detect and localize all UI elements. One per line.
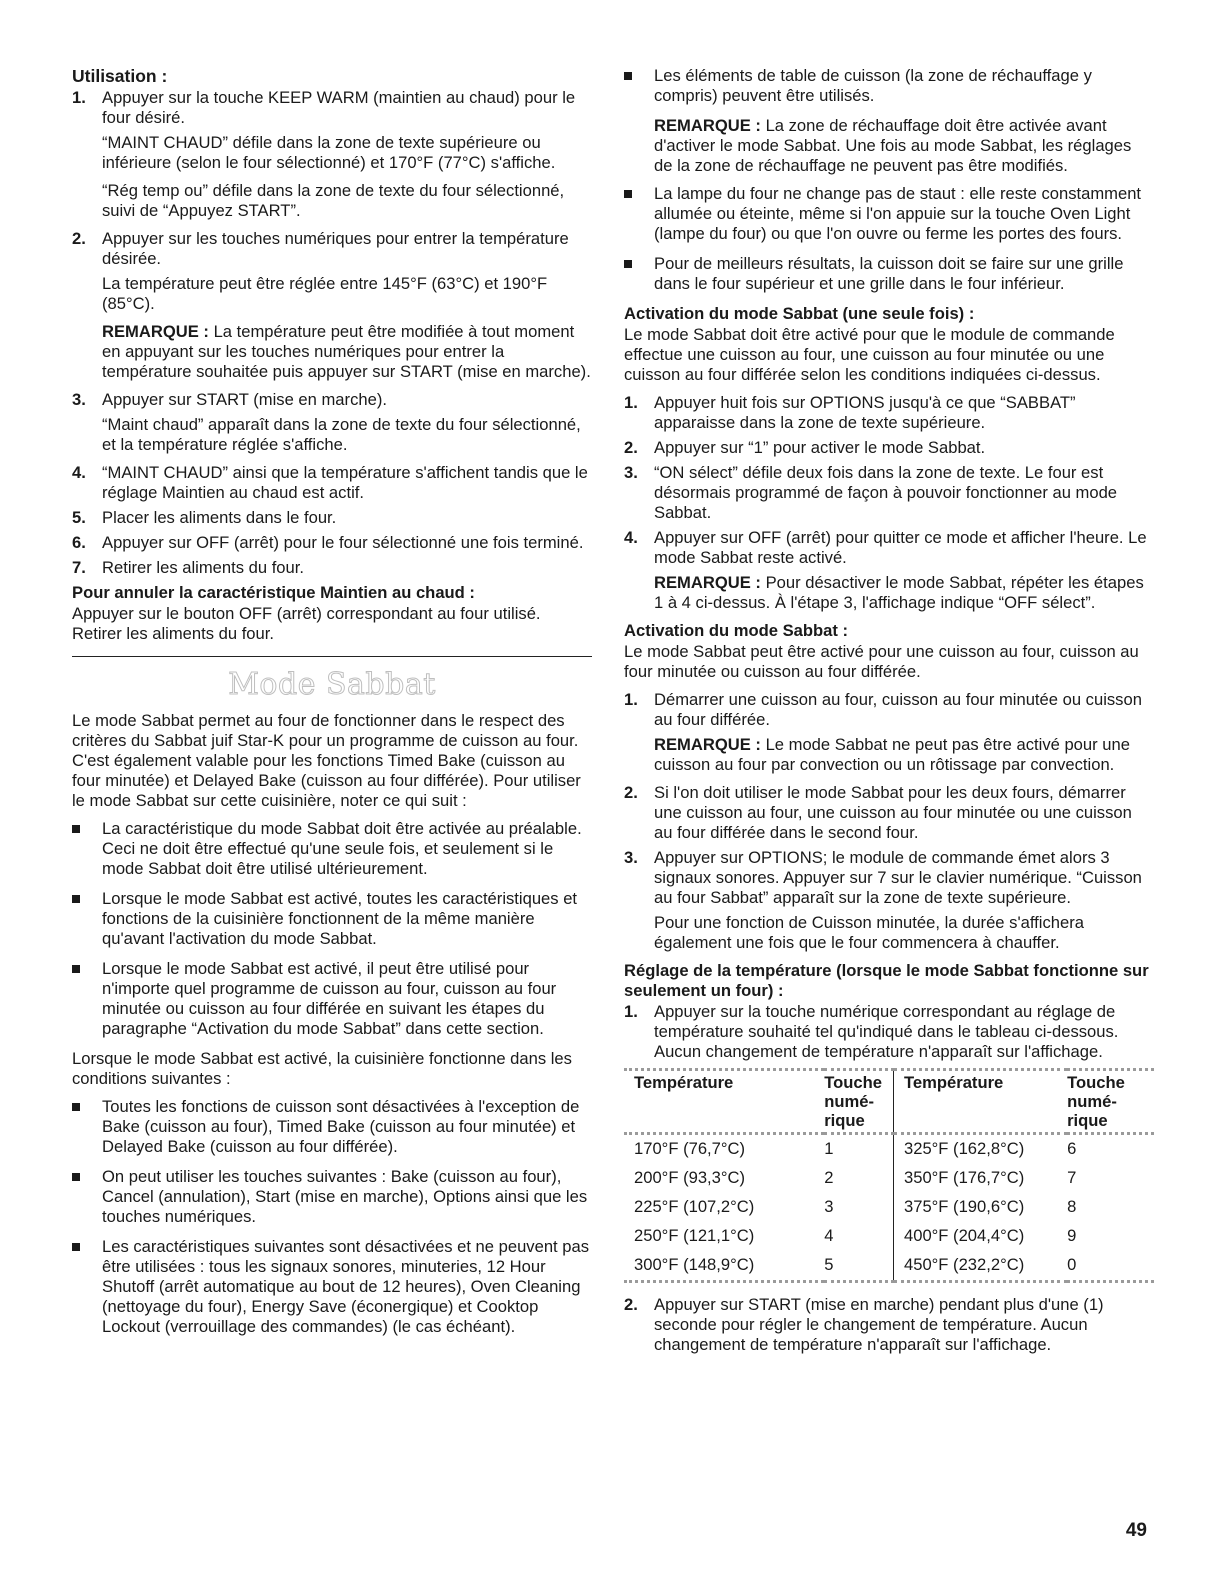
list-item: 6. Appuyer sur OFF (arrêt) pour le four sélectionné une fois terminé. bbox=[72, 533, 584, 552]
activation-heading: Activation du mode Sabbat : bbox=[624, 621, 849, 640]
list-item: 1. Appuyer sur la touche KEEP WARM (maintien au chaud) pour le four désiré. bbox=[72, 88, 576, 127]
list-item: 2. Si l'on doit utiliser le mode Sabbat pour les deux fours, démarrer une cuisson au four, une cuisson au four minutée ou une cuisson au four différée dans le second four. bbox=[624, 783, 1132, 842]
list-item: 1. Appuyer sur la touche numérique correspondant au réglage de température souhaité tel qu'indiqué dans le tableau ci-dessous. Aucun changement de température n'apparaît sur l'affichage. bbox=[624, 1002, 1119, 1061]
list-item: 3. Appuyer sur OPTIONS; le module de commande émet alors 3 signaux sonores. Appuyer sur 7 sur le clavier numérique. “Cuisson au four Sabbat” apparaît sur la zone de texte supérieure. bbox=[624, 848, 1142, 907]
list-item: 1. Démarrer une cuisson au four, cuisson au four minutée ou cuisson au four différée. bbox=[624, 690, 1142, 729]
paragraph: Le mode Sabbat permet au four de fonctionner dans le respect des critères du Sabbat juif Star-K pour un programme de cuisson au four. C'est également valable pour les fonctions Timed Bake (cuisson au four minutée) et Delayed Bake (cuisson au four différée). Pour utiliser le mode Sabbat sur cette cuisinière, noter ce qui suit : bbox=[72, 711, 581, 810]
paragraph: “Rég temp ou” défile dans la zone de texte du four sélectionné, suivi de “Appuyez START”. bbox=[102, 181, 565, 220]
utilisation-heading: Utilisation : bbox=[72, 66, 168, 86]
table-header: Température bbox=[624, 1070, 824, 1134]
list-item: Les éléments de table de cuisson (la zone de réchauffage y compris) peuvent être utilisés. bbox=[624, 66, 1154, 106]
list-item: 2. Appuyer sur les touches numériques pour entrer la température désirée. bbox=[72, 229, 569, 268]
table-header: Température bbox=[893, 1070, 1067, 1134]
right-column bbox=[624, 66, 1154, 1360]
table-row: 250°F (121,1°C) 4 400°F (204,4°C) 9 bbox=[624, 1222, 1154, 1251]
list-item: Lorsque le mode Sabbat est activé, toutes les caractéristiques et fonctions de la cuisinière fonctionnent de la même manière qu'avant l'activation du mode Sabbat. bbox=[72, 889, 592, 949]
list-item: 1. Appuyer huit fois sur OPTIONS jusqu'à ce que “SABBAT” apparaisse dans la zone de texte supérieure. bbox=[624, 393, 1076, 432]
list-item: Les caractéristiques suivantes sont désactivées et ne peuvent pas être utilisées : tous les signaux sonores, minuteries, 12 Hour Shutoff (arrêt automatique au bout de 12 heures), Oven Cleaning (nettoyage du four), Energy Save (éconergique) et Cooktop Lockout (verrouillage des commandes) (le cas échéant). bbox=[72, 1237, 592, 1337]
table-row: 225°F (107,2°C) 3 375°F (190,6°C) 8 bbox=[624, 1193, 1154, 1222]
paragraph: Le mode Sabbat doit être activé pour que le module de commande effectue une cuisson au four, une cuisson au four minutée ou une cuisson au four différée selon les conditions indiquées ci-dessus. bbox=[624, 325, 1115, 384]
cancel-heading: Pour annuler la caractéristique Maintien au chaud : bbox=[72, 583, 475, 602]
table-row: 300°F (148,9°C) 5 450°F (232,2°C) 0 bbox=[624, 1251, 1154, 1282]
divider bbox=[72, 656, 592, 657]
paragraph: La température peut être réglée entre 145°F (63°C) et 190°F (85°C). bbox=[102, 274, 548, 313]
list-item: 4. Appuyer sur OFF (arrêt) pour quitter ce mode et afficher l'heure. Le mode Sabbat reste activé. bbox=[624, 528, 1147, 567]
paragraph: Pour une fonction de Cuisson minutée, la durée s'affichera également une fois que le four commencera à chauffer. bbox=[654, 913, 1084, 952]
remarque-note: REMARQUE : Pour désactiver le mode Sabbat, répéter les étapes 1 à 4 ci-dessus. À l'étape 3, l'affichage indique “OFF sélect”. bbox=[654, 573, 1144, 612]
table-header: Touche numé-rique bbox=[824, 1070, 893, 1134]
table-header: Touche numé-rique bbox=[1067, 1070, 1154, 1134]
list-item: On peut utiliser les touches suivantes : Bake (cuisson au four), Cancel (annulation), Start (mise en marche), Options ainsi que les touches numériques. bbox=[72, 1167, 592, 1227]
temp-heading: Réglage de la température (lorsque le mode Sabbat fonctionne sur seulement un four) : bbox=[624, 961, 1149, 1000]
list-item: 4. “MAINT CHAUD” ainsi que la température s'affichent tandis que le réglage Maintien au chaud est actif. bbox=[72, 463, 588, 502]
list-item: 3. “ON sélect” défile deux fois dans la zone de texte. Le four est désormais programmé de façon à pouvoir fonctionner au mode Sabbat. bbox=[624, 463, 1118, 522]
list-item: 2. Appuyer sur START (mise en marche) pendant plus d'une (1) seconde pour régler le changement de température. Aucun changement de température n'apparaît sur l'affichage. bbox=[624, 1295, 1104, 1354]
remarque-note: REMARQUE : La zone de réchauffage doit être activée avant d'activer le mode Sabbat. Une fois au mode Sabbat, les réglages de la zone de réchauffage ne peuvent pas être modifiés. bbox=[654, 116, 1132, 175]
paragraph: Appuyer sur le bouton OFF (arrêt) correspondant au four utilisé. Retirer les aliments du four. bbox=[72, 604, 541, 643]
left-column bbox=[72, 66, 592, 1347]
section-title: Mode Sabbat bbox=[228, 667, 436, 702]
paragraph: “MAINT CHAUD” défile dans la zone de texte supérieure ou inférieure (selon le four sélectionné) et 170°F (77°C) s'affiche. bbox=[102, 133, 556, 172]
list-item: Lorsque le mode Sabbat est activé, il peut être utilisé pour n'importe quel programme de cuisson au four, cuisson au four minutée ou cuisson au four différée en suivant les étapes du paragraphe “Activation du mode Sabbat” dans cette section. bbox=[72, 959, 592, 1039]
page-number: 49 bbox=[1125, 1520, 1147, 1541]
remarque-note: REMARQUE : La température peut être modifiée à tout moment en appuyant sur les touches numériques pour entrer la température souhaitée puis appuyer sur START (mise en marche). bbox=[102, 322, 591, 381]
list-item: La caractéristique du mode Sabbat doit être activée au préalable. Ceci ne doit être effectué qu'une seule fois, et seulement si le mode Sabbat doit être utilisé ultérieurement. bbox=[72, 819, 592, 879]
remarque-note: REMARQUE : Le mode Sabbat ne peut pas être activé pour une cuisson au four par convection ou un rôtissage par convection. bbox=[654, 735, 1130, 774]
list-item: 5. Placer les aliments dans le four. bbox=[72, 508, 337, 527]
temperature-table bbox=[624, 1068, 1154, 1283]
list-item: Toutes les fonctions de cuisson sont désactivées à l'exception de Bake (cuisson au four), Timed Bake (cuisson au four minutée) et Delayed Bake (cuisson au four différée). bbox=[72, 1097, 592, 1157]
activation-once-heading: Activation du mode Sabbat (une seule fois) : bbox=[624, 304, 975, 323]
paragraph: “Maint chaud” apparaît dans la zone de texte du four sélectionné, et la température réglée s'affiche. bbox=[102, 415, 581, 454]
list-item: 3. Appuyer sur START (mise en marche). bbox=[72, 390, 387, 409]
paragraph: Le mode Sabbat peut être activé pour une cuisson au four, cuisson au four minutée ou cuisson au four différée. bbox=[624, 642, 1139, 681]
list-item: 2. Appuyer sur “1” pour activer le mode Sabbat. bbox=[624, 438, 986, 457]
list-item: 7. Retirer les aliments du four. bbox=[72, 558, 304, 577]
paragraph: Lorsque le mode Sabbat est activé, la cuisinière fonctionne dans les conditions suivantes : bbox=[72, 1049, 572, 1088]
table-row: 170°F (76,7°C) 1 325°F (162,8°C) 6 bbox=[624, 1134, 1154, 1165]
table-header-row bbox=[624, 1070, 1154, 1134]
list-item: Pour de meilleurs résultats, la cuisson doit se faire sur une grille dans le four supérieur et une grille dans le four inférieur. bbox=[624, 254, 1154, 294]
list-item: La lampe du four ne change pas de staut : elle reste constamment allumée ou éteinte, même si l'on appuie sur la touche Oven Light (lampe du four) ou que l'on ouvre ou ferme les portes des fours. bbox=[624, 184, 1154, 244]
table-row: 200°F (93,3°C) 2 350°F (176,7°C) 7 bbox=[624, 1164, 1154, 1193]
